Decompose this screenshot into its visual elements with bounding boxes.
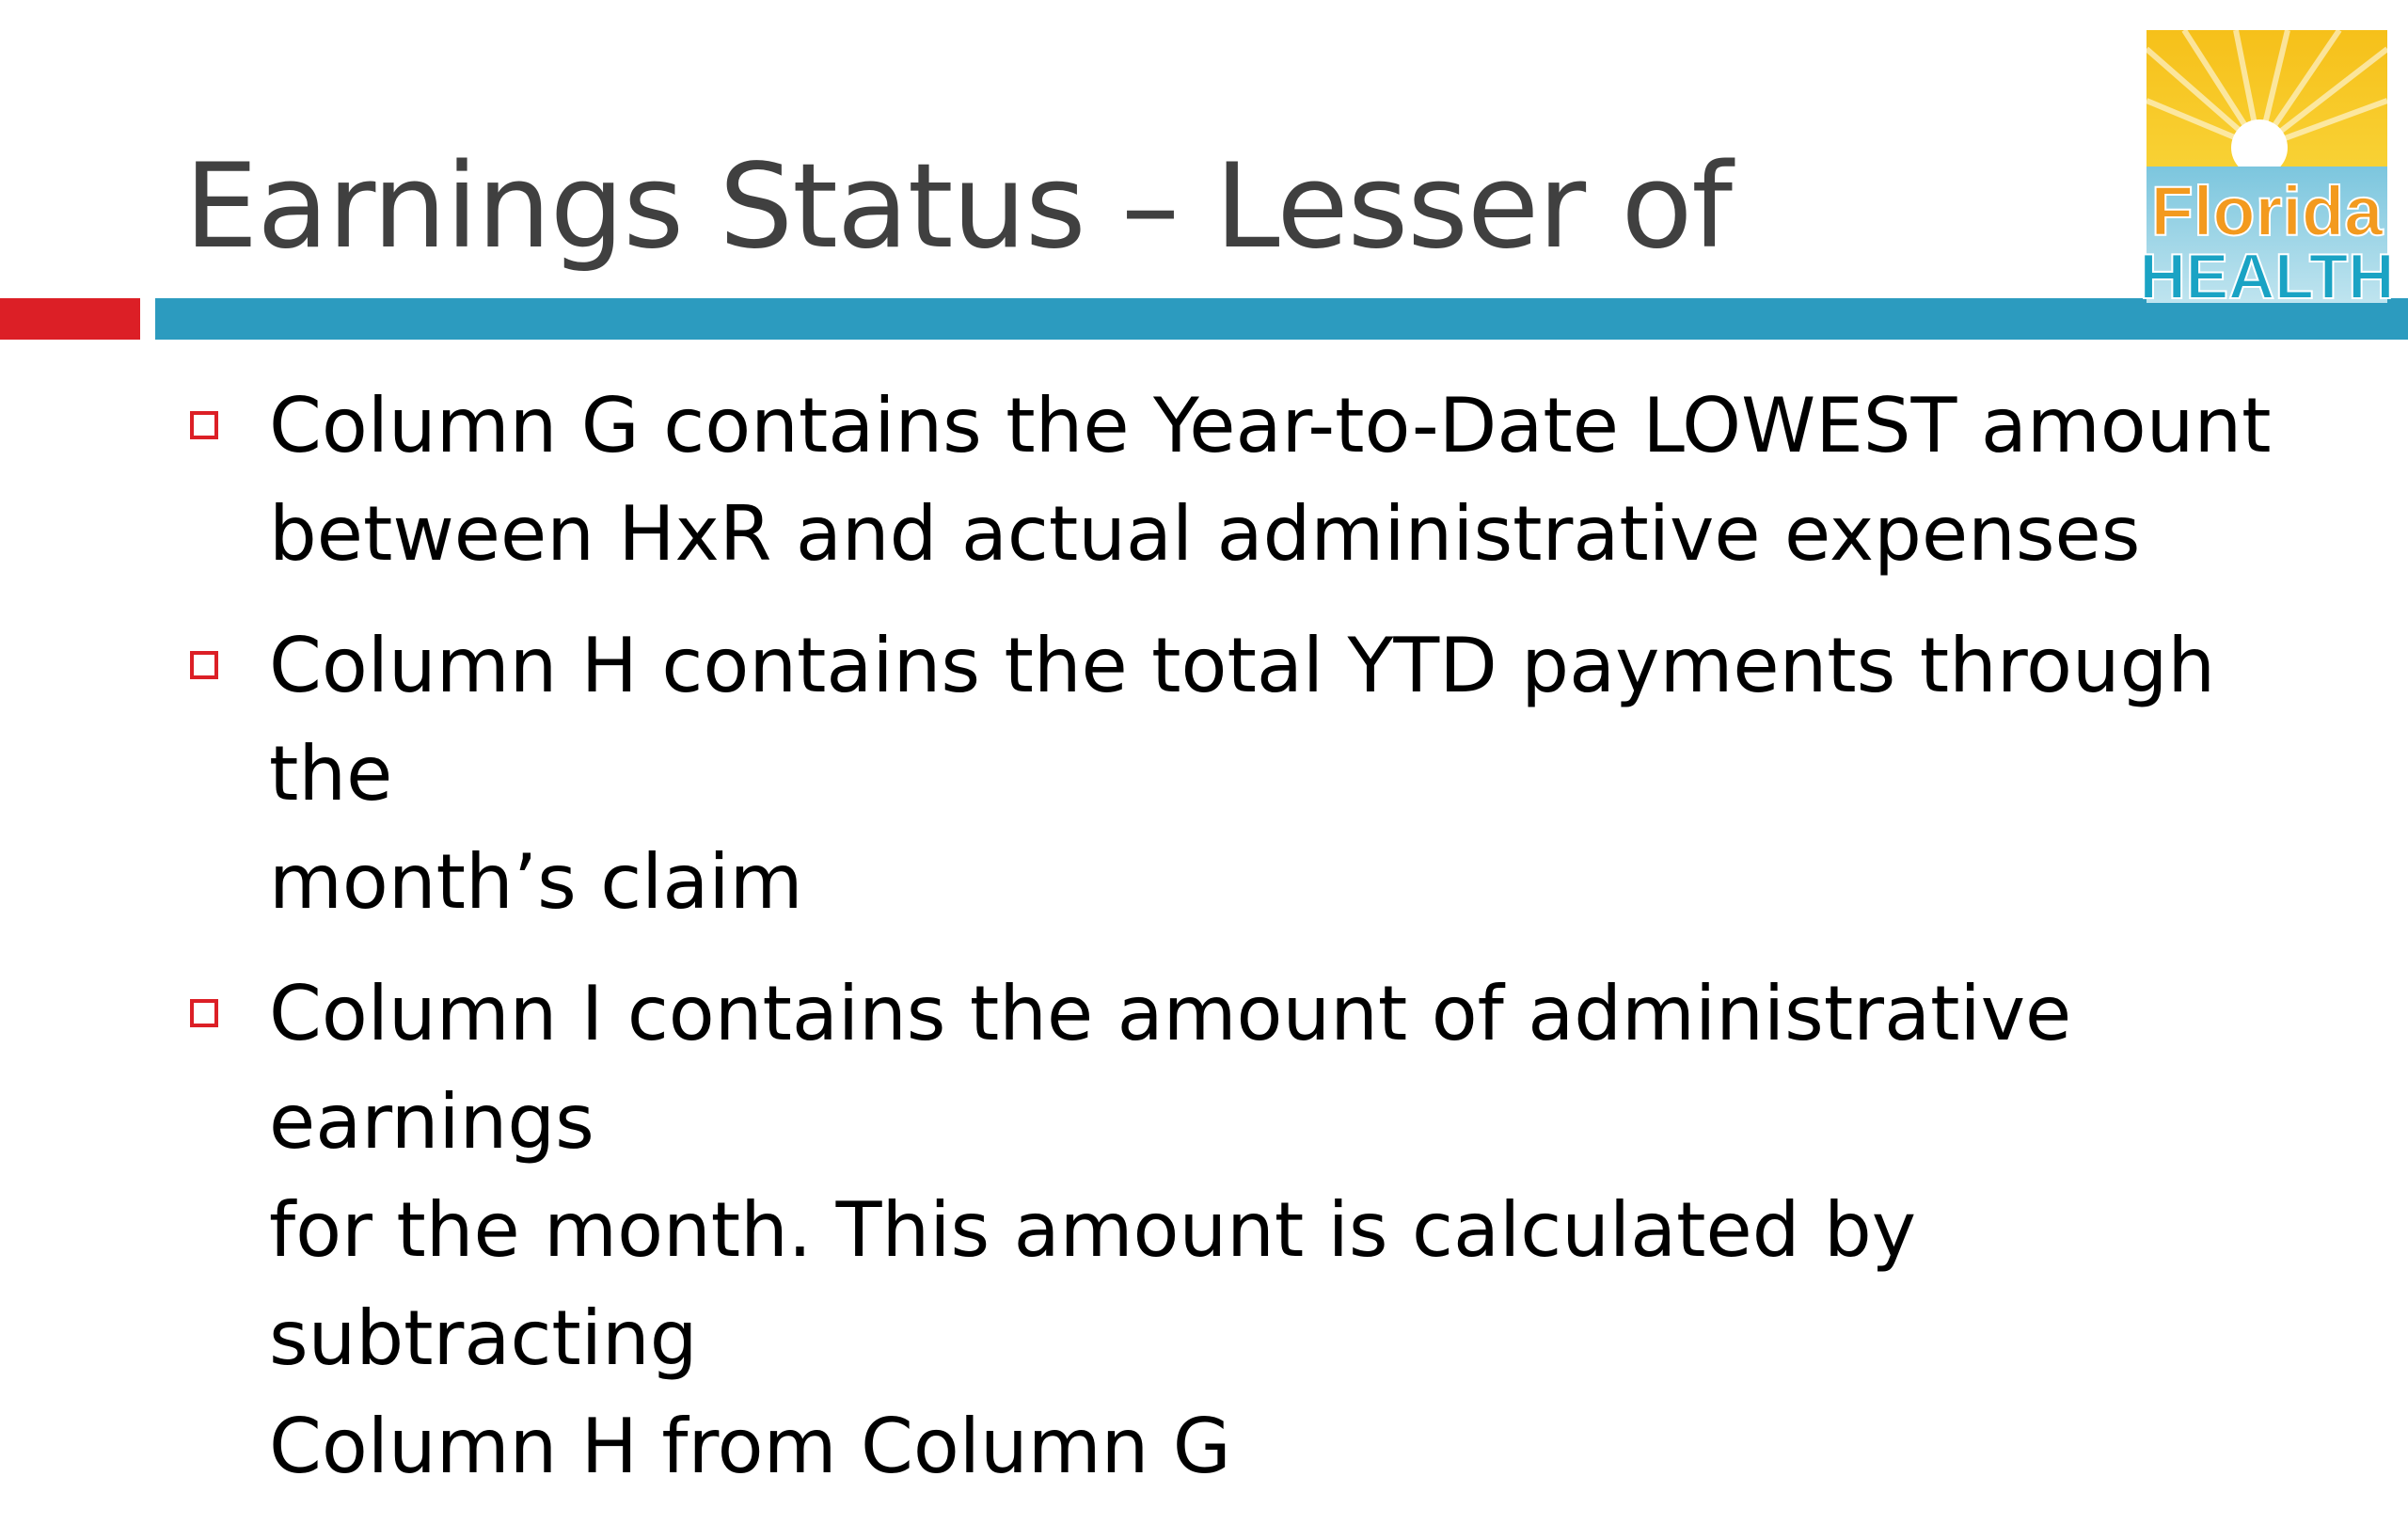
bullet-item (184, 960, 2348, 1500)
square-bullet-icon (190, 999, 218, 1027)
logo-florida-text: Florida (2150, 172, 2384, 250)
bullet-list (184, 372, 2348, 1524)
title-accent-bar-blue (155, 298, 2408, 340)
bullet-text: Column G contains the Year-to-Date LOWEST amount between HxR and actual administrative expenses (269, 382, 2272, 578)
florida-health-logo (2139, 30, 2395, 312)
square-bullet-icon (190, 411, 218, 439)
bullet-text: Column H contains the total YTD payments through the month’s claim (269, 622, 2216, 926)
title-accent-bar-red (0, 298, 140, 340)
slide-title: Earnings Status – Lesser of (184, 139, 1733, 275)
square-bullet-icon (190, 651, 218, 679)
bullet-item (184, 611, 2348, 936)
logo-health-text: HEALTH (2139, 241, 2395, 312)
bullet-item (184, 372, 2348, 588)
bullet-text: Column I contains the amount of administrative earnings for the month. This amount is calculated by subtracting Column H from Column G (269, 970, 2072, 1490)
